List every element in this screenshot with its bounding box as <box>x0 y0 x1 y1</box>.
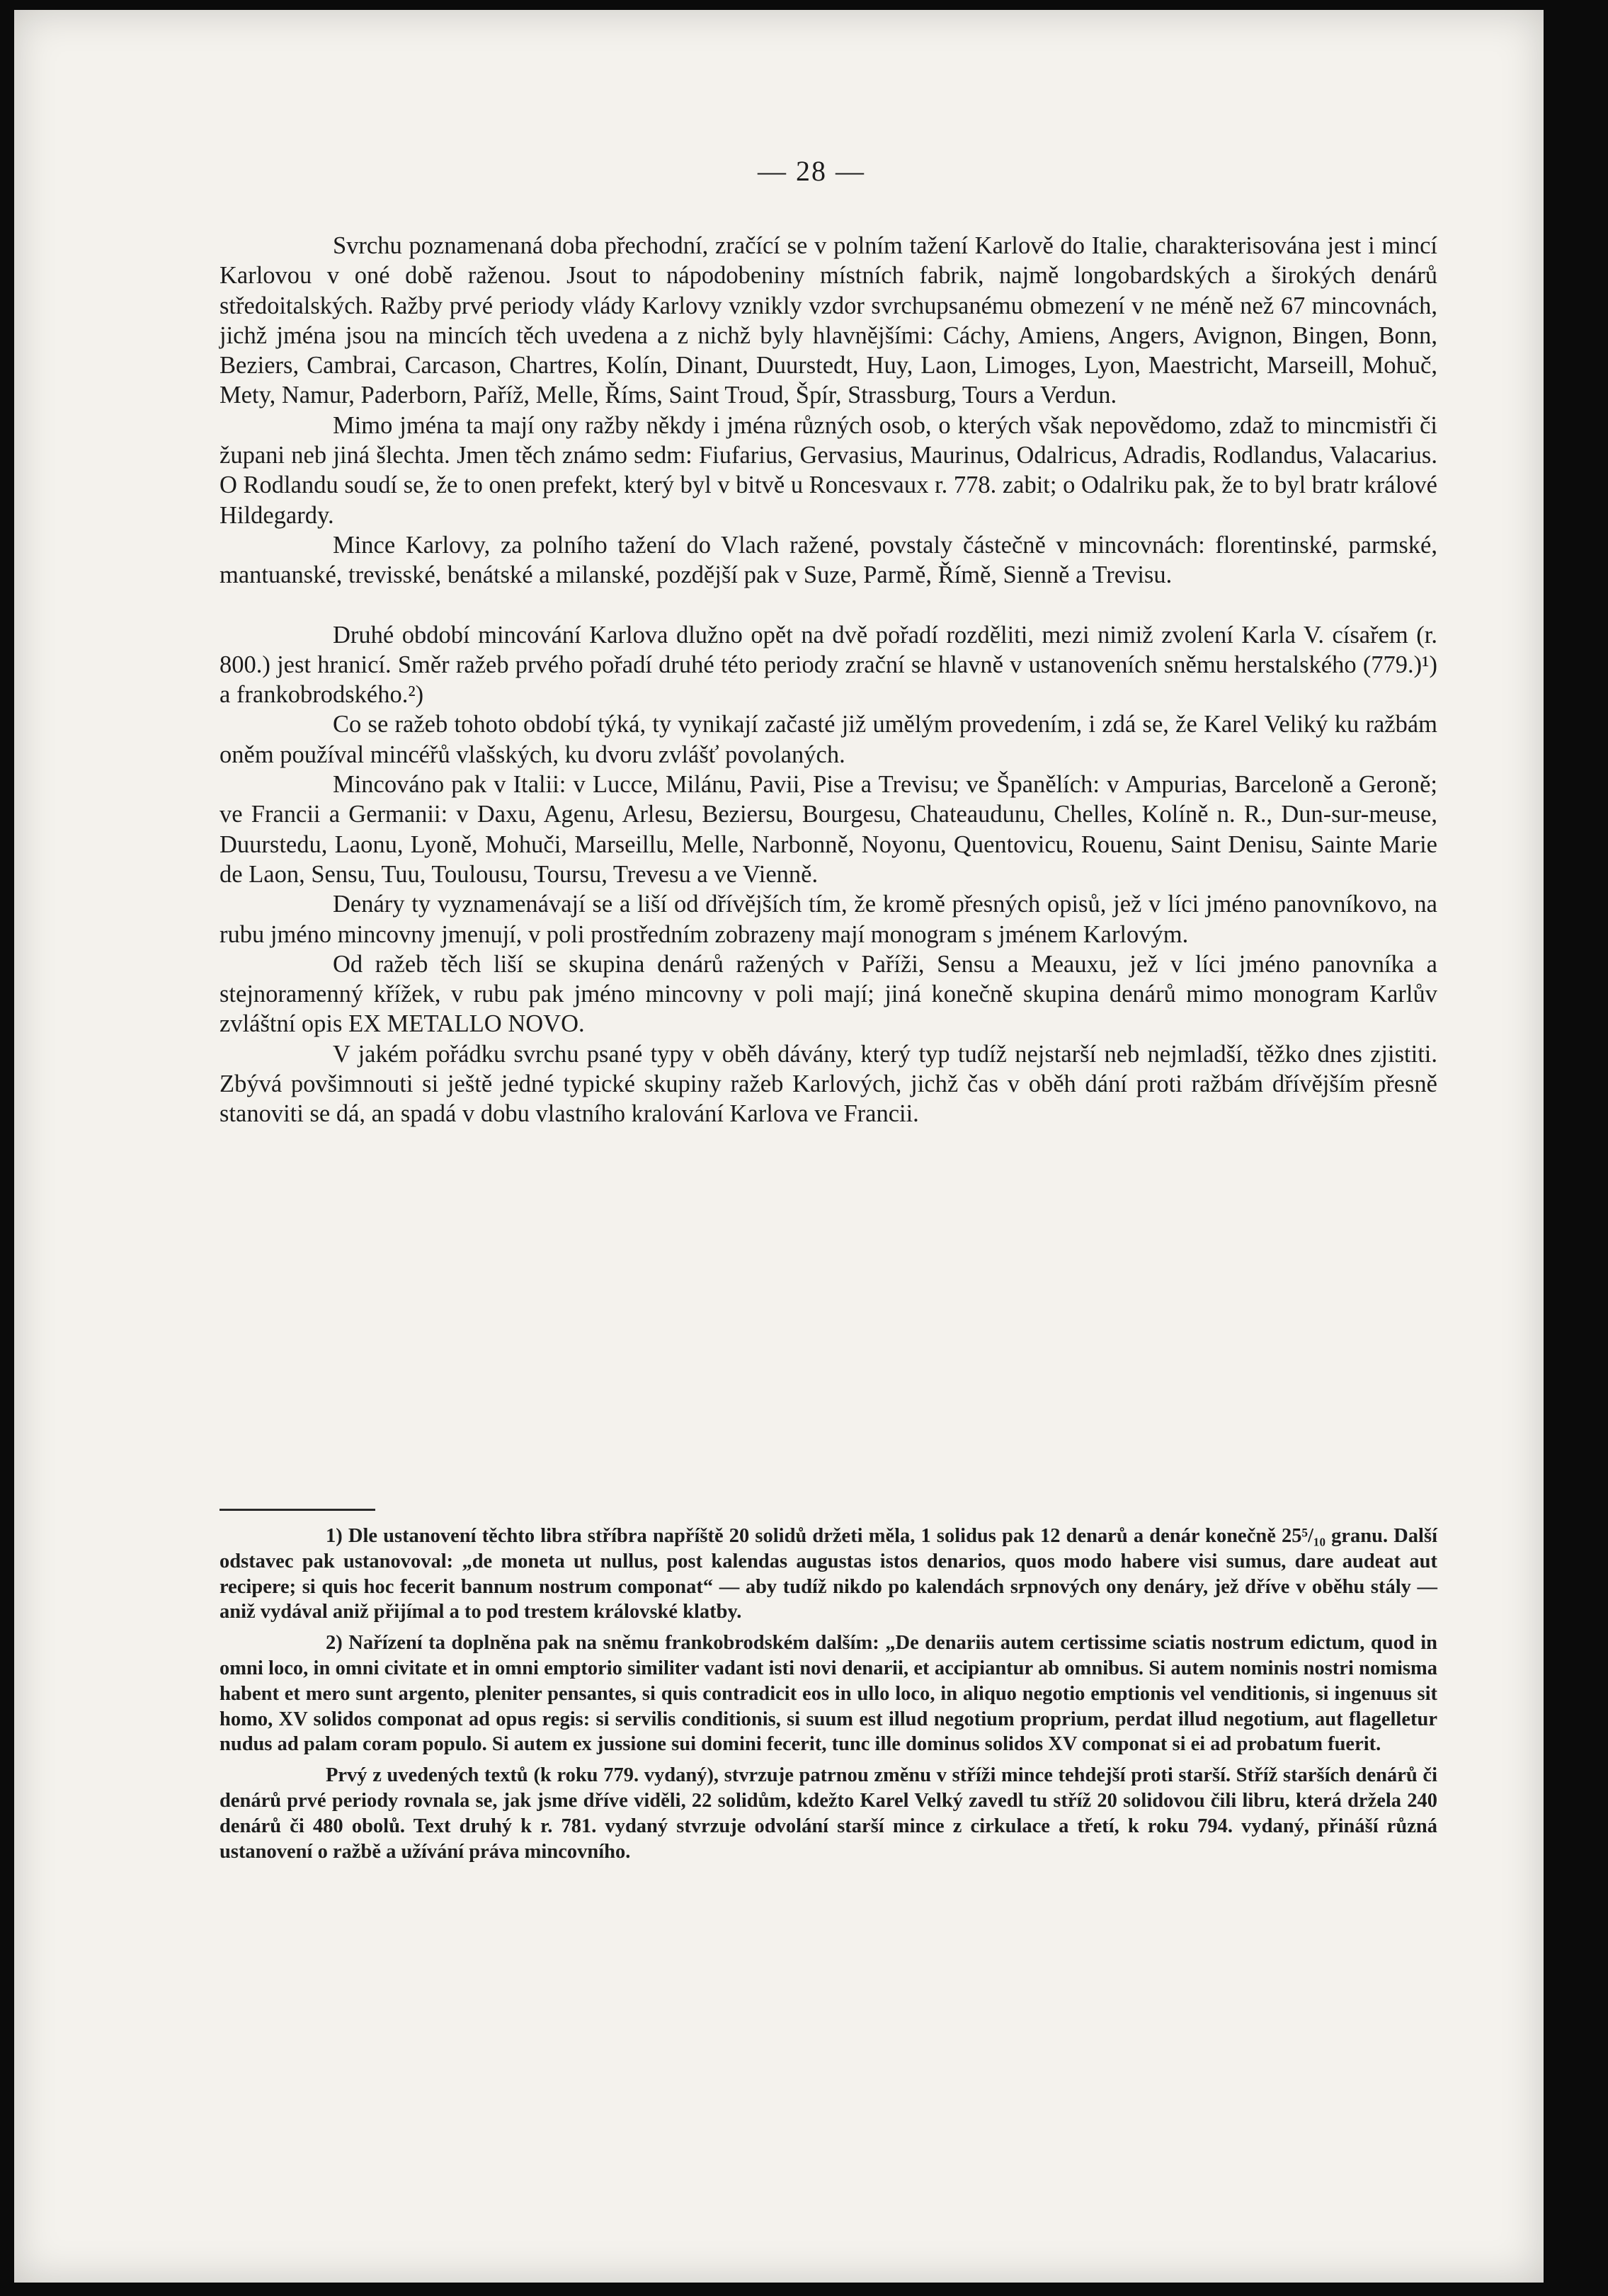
paragraph: Co se ražeb tohoto období týká, ty vynikají začasté již umělým provedením, i zdá se, že Karel Veliký ku ražbám oněm používal mincéřů vlašských, ku dvoru zvlášť povolaných. <box>219 711 1437 768</box>
paragraph: Svrchu poznamenaná doba přechodní, zračící se v polním tažení Karlově do Italie, charakterisována jest i mincí Karlovou v oné době raženou. Jsout to nápodobeniny místních fabrik, najmě longobardských a širokých denárů středoitalských. Ražby prvé periody vlády Karlovy vznikly vzdor svrchupsanému obmezení v ne méně než 67 mincovnách, jichž jména jsou na mincích těch uvedena a z nichž byly hlavnějšími: Cáchy, Amiens, Angers, Avignon, Bingen, Bonn, Beziers, Cambrai, Carcason, Chartres, Kolín, Dinant, Duurstedt, Huy, Laon, Limoges, Lyon, Maestricht, Marseill, Mohuč, Mety, Namur, Paderborn, Paříž, Melle, Říms, Saint Troud, Špír, Strassburg, Tours a Verdun. <box>219 232 1437 409</box>
footnotes <box>219 1524 1437 1864</box>
footnote: 2) Nařízení ta doplněna pak na sněmu frankobrodském dalším: „De denariis autem certissime sciatis nostrum edictum, quod in omni loco, in omni civitate et in omni emptorio similiter vadant isti novi denarii, et accipiantur ab omnibus. Si autem nominis nostri nomisma habent et mero sunt argento, pleniter pensantes, si quis contradicit eos in ullo loco, in aliquo negotio emptionis vel venditionis, si ingenuus sit homo, XV solidos componat ad opus regis: si servilis conditionis, si suum est illud negotium proprium, perdat illud negotium, aut flagelletur nudus ad palam coram populo. Si autem ex jussione sui domini fecerit, tunc ille dominus solidos XV componat si ei ad probatum fuerit. <box>219 1632 1437 1756</box>
paragraph: Denáry ty vyznamenávají se a liší od dřívějších tím, že kromě přesných opisů, jež v líci jméno panovníkovo, na rubu jméno mincovny jmenují, v poli prostředním zobrazeny mají monogram s jménem Karlovým. <box>219 891 1437 948</box>
footnote: Prvý z uvedených textů (k roku 779. vydaný), stvrzuje patrnou změnu v stříži mince tehdejší proti starší. Stříž starších denárů či denárů prvé periody rovnala se, jak jsme dříve viděli, 22 solidům, kdežto Karel Velký zavedl tu stříž 20 solidovou čili libru, která držela 240 denárů či 480 obolů. Text druhý k r. 781. vydaný stvrzuje odvolání starší mince z cirkulace a třetí, k roku 794. vydaný, přináší různá ustanovení o ražbě a užívání práva mincovního. <box>219 1764 1437 1863</box>
section-gap <box>219 590 1437 620</box>
paragraph: Mincováno pak v Italii: v Lucce, Milánu, Pavii, Pise a Trevisu; ve Španělích: v Ampurias, Barceloně a Geroně; ve Francii a Germanii: v Daxu, Agenu, Arlesu, Beziersu, Bourgesu, Chateaudunu, Chelles, Kolíně n. R., Dun-sur-meuse, Duurstedu, Laonu, Lyoně, Mohuči, Marseillu, Melle, Narbonně, Noyonu, Quentovicu, Rouenu, Saint Denisu, Sainte Marie de Laon, Sensu, Tuu, Toulousu, Toursu, Trevesu a ve Vienně. <box>219 771 1437 888</box>
paragraph: Mimo jména ta mají ony ražby někdy i jména různých osob, o kterých však nepovědomo, zdaž to mincmistři či župani neb jiná šlechta. Jmen těch známo sedm: Fiufarius, Gervasius, Maurinus, Odalricus, Adradis, Rodlandus, Valacarius. O Rodlandu soudí se, že to onen prefekt, který byl v bitvě u Roncesvaux r. 778. zabit; o Odalriku pak, že to byl bratr králové Hildegardy. <box>219 411 1437 529</box>
page-number: — 28 — <box>758 155 865 187</box>
paragraph: Od ražeb těch liší se skupina denárů ražených v Paříži, Sensu a Meauxu, jež v líci jméno panovníka a stejnoramenný křížek, v rubu pak jméno mincovny v poli mají; jiná konečně skupina denárů mimo monogram Karlův zvláštní opis EX METALLO NOVO. <box>219 950 1437 1038</box>
paragraph: Mince Karlovy, za polního tažení do Vlach ražené, povstaly částečně v mincovnách: florentinské, parmské, mantuanské, trevisské, benátské a milanské, pozdější pak v Suze, Parmě, Římě, Sienně a Trevisu. <box>219 531 1437 589</box>
main-text <box>219 231 1437 1129</box>
paragraph: Druhé období mincování Karlova dlužno opět na dvě pořadí rozděliti, mezi nimiž zvolení Karla V. císařem (r. 800.) jest hranicí. Směr ražeb prvého pořadí druhé této periody zrační se hlavně v ustanoveních sněmu herstalského (779.)¹) a frankobrodského.²) <box>219 621 1437 709</box>
footnote: 1) Dle ustanovení těchto libra stříbra napříště 20 solidů držeti měla, 1 solidus pak 12 denarů a denár konečně 25⁵/₁₀ granu. Další odstavec pak ustanovoval: „de moneta ut nullus, post kalendas augustas istos denarios, quos modo habere visi sumus, dare audeat aut recipere; si quis hoc fecerit bannum nostrum componat“ — aby tudíž nikdo po kalendách srpnových ony denáry, jež dříve v oběhu stály — aniž vydával aniž přijímal a to pod trestem královské klatby. <box>219 1525 1437 1623</box>
book-page <box>14 10 1544 2283</box>
paragraph: V jakém pořádku svrchu psané typy v oběh dávány, který typ tudíž nejstarší neb nejmladší, těžko dnes zjistiti. Zbývá povšimnouti si ještě jedné typické skupiny ražeb Karlových, jichž čas v oběh dání proti ražbám dřívějším přesně stanoviti se dá, an spadá v dobu vlastního kralování Karlova ve Francii. <box>219 1040 1437 1128</box>
footnote-divider <box>219 1509 375 1511</box>
